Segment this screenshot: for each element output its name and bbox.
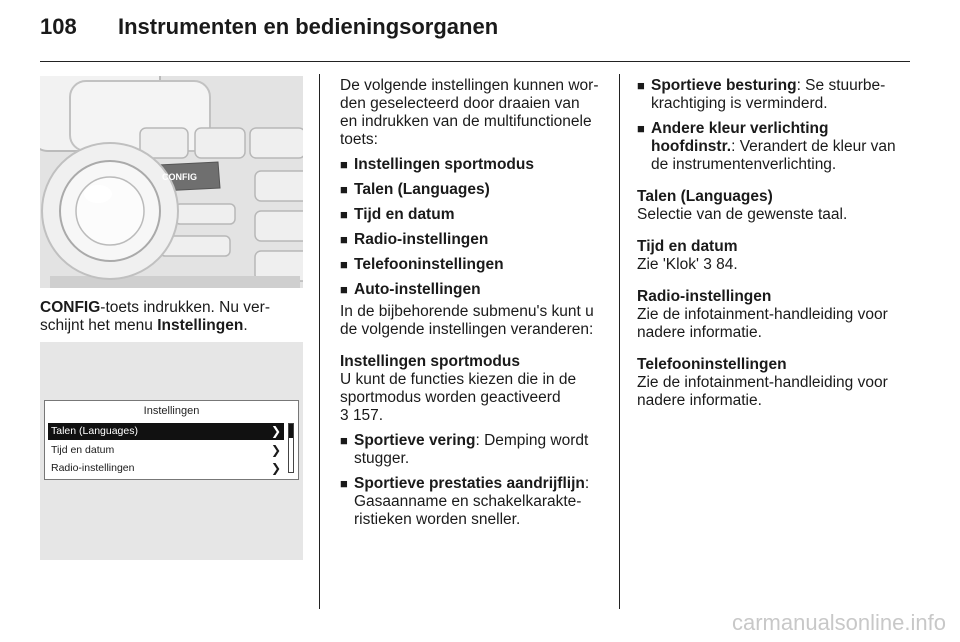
bullet-text: stugger.	[354, 450, 410, 467]
screen-item-radio	[48, 460, 284, 477]
page-header	[40, 14, 498, 40]
chevron-right-icon: ❯	[270, 461, 281, 475]
caption-text-2: schijnt het menu	[40, 317, 158, 334]
page-ref-icon: 3	[703, 256, 712, 273]
intro-line: den geselecteerd door draaien van	[340, 95, 580, 112]
intro-line: en indrukken van de multifunctionele	[340, 113, 592, 130]
list-item: ■ Instellingen sportmodus	[340, 156, 534, 173]
console-drawing	[40, 76, 303, 288]
caption-bold-instellingen: Instellingen	[157, 317, 244, 334]
bullet-text: ristieken worden sneller.	[354, 511, 521, 528]
bullet-text: : Se stuurbe-	[796, 77, 886, 94]
section-heading: Talen (Languages)	[637, 188, 773, 205]
caption-bold-config: CONFIG	[40, 299, 101, 316]
config-button-label: CONFIG	[162, 172, 197, 182]
screen-title: Instellingen	[143, 405, 200, 417]
screen-item-talen	[48, 423, 284, 440]
section-heading: Tijd en datum	[637, 238, 738, 255]
intro-line: De volgende instellingen kunnen wor-	[340, 77, 599, 94]
body-line: U kunt de functies kiezen die in de	[340, 371, 577, 388]
list-item: ■ Radio-instellingen	[340, 231, 489, 248]
list-item: ■ Tijd en datum	[340, 206, 455, 223]
middle-column	[340, 77, 612, 529]
section-heading: Telefooninstellingen	[637, 356, 787, 373]
page-ref-icon: 3	[340, 407, 349, 424]
bullet-text: Instellingen sportmodus	[354, 156, 534, 173]
screen-item-label: Radio-instellingen	[51, 462, 135, 474]
page-ref: 157.	[352, 407, 384, 424]
screen-scrollbar	[288, 423, 294, 473]
bullet-text: Radio-instellingen	[354, 231, 489, 248]
list-item: ■ Telefooninstellingen	[340, 256, 504, 273]
list-item: ■ Andere kleur verlichting hoofdinstr.: Verandert de kleur van de instrumentenverlichting.	[637, 120, 896, 173]
list-item: ■ Auto-instellingen	[340, 281, 481, 298]
bullet-text: : Demping wordt	[475, 432, 589, 449]
list-item: ■ Talen (Languages)	[340, 181, 490, 198]
bullet-text: Auto-instellingen	[354, 281, 481, 298]
column-divider-1	[319, 74, 320, 609]
screen-item-label: Tijd en datum	[51, 444, 115, 456]
watermark: carmanualsonline.info	[731, 610, 946, 635]
bullet-text: Telefooninstellingen	[354, 256, 504, 273]
list-item: ■ Sportieve vering: Demping wordt stugger.	[340, 432, 589, 467]
bullet-bold: hoofdinstr.	[651, 138, 732, 155]
right-column	[637, 77, 912, 410]
body-line: Zie de infotainment-handleiding voor	[637, 374, 888, 391]
section-heading: Instellingen sportmodus	[340, 353, 520, 370]
list-item: ■ Sportieve prestaties aandrijflijn: Gasaanname en schakelkarakte- ristieken worden sneller.	[340, 475, 590, 528]
body-line: sportmodus worden geactiveerd	[340, 389, 561, 406]
bullet-text: Tijd en datum	[354, 206, 455, 223]
page-number: 108	[40, 14, 77, 39]
list-item: ■ Sportieve besturing: Se stuurbe- krachtiging is verminderd.	[637, 77, 886, 112]
body-line: nadere informatie.	[637, 324, 762, 341]
body-line: Selectie van de gewenste taal.	[637, 206, 848, 223]
intro-line: toets:	[340, 131, 378, 148]
bullet-bold: Sportieve prestaties aandrijflijn	[354, 475, 585, 492]
page-title: Instrumenten en bedieningsorganen	[118, 14, 499, 39]
bullet-text: Talen (Languages)	[354, 181, 490, 198]
bullet-bold: Sportieve vering	[354, 432, 476, 449]
bullet-bold: Sportieve besturing	[651, 77, 797, 94]
bullet-bold: Andere kleur verlichting	[651, 120, 829, 137]
column-divider-2	[619, 74, 620, 609]
page-ref: 84.	[716, 256, 738, 273]
body-line: nadere informatie.	[637, 392, 762, 409]
header-rule	[40, 61, 910, 62]
left-caption	[40, 299, 310, 335]
screen-item-tijd	[48, 442, 284, 459]
chevron-right-icon: ❯	[270, 443, 281, 457]
caption-text-1: -toets indrukken. Nu ver-	[100, 299, 270, 316]
bullet-text: krachtiging is verminderd.	[651, 95, 828, 112]
caption-text-3: .	[243, 317, 248, 334]
body-line: Zie de infotainment-handleiding voor	[637, 306, 888, 323]
body-line: de volgende instellingen veranderen:	[340, 321, 594, 338]
section-heading: Radio-instellingen	[637, 288, 772, 305]
bullet-text: :	[584, 475, 590, 492]
bullet-text: Gasaanname en schakelkarakte-	[354, 493, 582, 510]
config-button-illustration	[40, 76, 303, 288]
screen-item-label: Talen (Languages)	[51, 425, 138, 437]
settings-screen	[44, 400, 299, 480]
bullet-text: de instrumentenverlichting.	[651, 156, 837, 173]
scrollbar-thumb	[289, 424, 293, 438]
body-line: In de bijbehorende submenu's kunt u	[340, 303, 594, 320]
chevron-right-icon: ❯	[270, 424, 281, 438]
bullet-text: : Verandert de kleur van	[731, 138, 896, 155]
body-line: Zie 'Klok'	[637, 256, 704, 273]
